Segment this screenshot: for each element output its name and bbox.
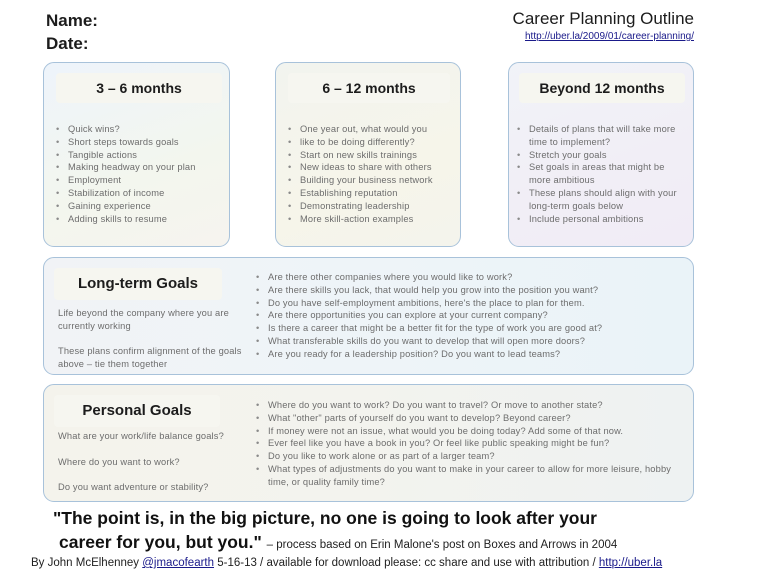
list-item: • Are there other companies where you would like to work? <box>254 271 690 284</box>
list-item: • Is there a career that might be a better fit for the type of work you are good at? <box>254 322 690 335</box>
list-item: • Short steps towards goals <box>54 136 226 149</box>
personal-goals-list <box>254 399 690 489</box>
list-item: • Demonstrating leadership <box>286 200 458 213</box>
personal-question-2: Where do you want to work? <box>58 457 180 467</box>
list-item: • Are there skills you lack, that would help you grow into the position you want? <box>254 284 690 297</box>
list-item: • Ever feel like you have a book in you? Or feel like public speaking might be fun? <box>254 437 690 450</box>
footer <box>31 557 662 569</box>
card-3-6-months-list <box>54 123 226 225</box>
list-item: • Making headway on your plan <box>54 161 226 174</box>
list-item: • Details of plans that will take more time to implement? <box>515 123 687 149</box>
footer-site-link[interactable]: http://uber.la <box>598 557 663 569</box>
quote-line-2-text: career for you, but you." <box>59 532 262 552</box>
quote-line-1: "The point is, in the big picture, no one is going to look after your <box>53 508 597 528</box>
card-personal-goals <box>43 384 694 502</box>
list-item: • Tangible actions <box>54 149 226 162</box>
long-term-goals-title: Long-term Goals <box>54 268 222 300</box>
list-item: • like to be doing differently? <box>286 136 458 149</box>
name-label: Name: <box>46 11 98 30</box>
list-item: • Establishing reputation <box>286 187 458 200</box>
outline-title: Career Planning Outline <box>512 9 694 28</box>
list-item: • If money were not an issue, what would you be doing today? Add some of that now. <box>254 425 690 438</box>
list-item: • These plans should align with your long-term goals below <box>515 187 687 213</box>
card-beyond-12-months-list <box>515 123 687 225</box>
list-item: • Do you have self-employment ambitions, here's the place to plan for them. <box>254 297 690 310</box>
card-6-12-months-list <box>286 123 458 225</box>
list-item: • More skill-action examples <box>286 213 458 226</box>
list-item: • Building your business network <box>286 174 458 187</box>
list-item: • Set goals in areas that might be more ambitious <box>515 161 687 187</box>
card-3-6-months <box>43 62 230 247</box>
long-term-desc-1: Life beyond the company where you are currently working <box>58 308 229 331</box>
card-6-12-months-title: 6 – 12 months <box>288 73 450 103</box>
card-3-6-months-title: 3 – 6 months <box>56 73 222 103</box>
footer-author: By John McElhenney <box>31 557 140 569</box>
list-item: • What types of adjustments do you want to make in your career to allow for more leisure, hobby time, or quality family time? <box>254 463 690 489</box>
list-item: • Stretch your goals <box>515 149 687 162</box>
card-long-term-goals <box>43 257 694 375</box>
card-6-12-months <box>275 62 461 247</box>
quote-attribution: – process based on Erin Malone's post on Boxes and Arrows in 2004 <box>266 539 618 551</box>
list-item: • Where do you want to work? Do you want to travel? Or move to another state? <box>254 399 690 412</box>
footer-handle-link[interactable]: @jmacofearth <box>142 557 215 569</box>
list-item: • Start on new skills trainings <box>286 149 458 162</box>
long-term-desc-2: These plans confirm alignment of the goals above – tie them together <box>58 346 242 369</box>
list-item: • Employment <box>54 174 226 187</box>
personal-question-1: What are your work/life balance goals? <box>58 431 224 441</box>
list-item: • Are there opportunities you can explore at your current company? <box>254 309 690 322</box>
list-item: • New ideas to share with others <box>286 161 458 174</box>
list-item: • Include personal ambitions <box>515 213 687 226</box>
list-item: • Are you ready for a leadership position? Do you want to lead teams? <box>254 348 690 361</box>
personal-question-3: Do you want adventure or stability? <box>58 482 209 492</box>
outline-url-link[interactable]: http://uber.la/2009/01/career-planning/ <box>524 31 694 42</box>
card-beyond-12-months <box>508 62 694 247</box>
list-item: • One year out, what would you <box>286 123 458 136</box>
list-item: • Adding skills to resume <box>54 213 226 226</box>
long-term-goals-list <box>254 271 690 361</box>
card-beyond-12-months-title: Beyond 12 months <box>519 73 685 103</box>
list-item: • What "other" parts of yourself do you want to develop? Beyond career? <box>254 412 690 425</box>
personal-goals-title: Personal Goals <box>54 395 220 427</box>
date-label: Date: <box>46 34 89 53</box>
list-item: • Quick wins? <box>54 123 226 136</box>
list-item: • Gaining experience <box>54 200 226 213</box>
footer-note: 5-16-13 / available for download please: cc share and use with attribution / <box>217 557 596 569</box>
list-item: • Do you like to work alone or as part of a larger team? <box>254 450 690 463</box>
quote-line-2 <box>59 532 617 553</box>
list-item: • Stabilization of income <box>54 187 226 200</box>
list-item: • What transferable skills do you want to develop that will open more doors? <box>254 335 690 348</box>
